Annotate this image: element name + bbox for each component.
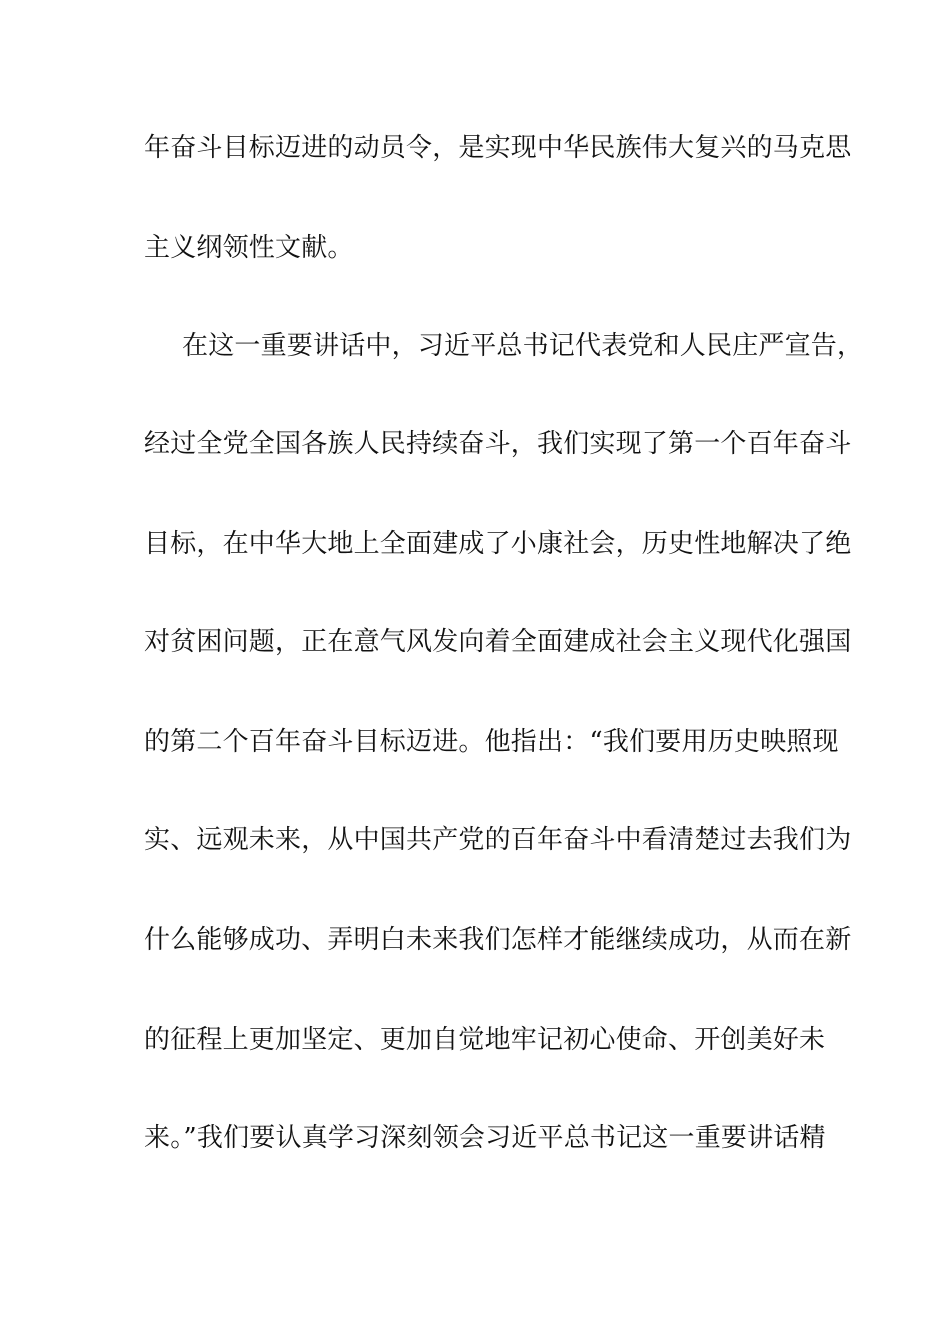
text-line-5: 目标，在中华大地上全面建成了小康社会，历史性地解决了绝	[144, 529, 852, 559]
text-line-1: 年奋斗目标迈进的动员令，是实现中华民族伟大复兴的马克思	[144, 133, 852, 163]
paragraph-start-line: 在这一重要讲话中，习近平总书记代表党和人民庄严宣告，	[182, 331, 864, 361]
text-line-8: 实、远观未来，从中国共产党的百年奋斗中看清楚过去我们为	[144, 825, 852, 855]
text-line-9: 什么能够成功、弄明白未来我们怎样才能继续成功，从而在新	[144, 925, 852, 955]
text-line-7: 的第二个百年奋斗目标迈进。他指出：“我们要用历史映照现	[144, 727, 839, 757]
text-line-6: 对贫困问题，正在意气风发向着全面建成社会主义现代化强国	[144, 627, 852, 657]
text-line-4: 经过全党全国各族人民持续奋斗，我们实现了第一个百年奋斗	[144, 429, 852, 459]
text-line-11: 来。”我们要认真学习深刻领会习近平总书记这一重要讲话精	[144, 1123, 826, 1153]
text-line-10: 的征程上更加坚定、更加自觉地牢记初心使命、开创美好未	[144, 1025, 826, 1055]
text-line-2: 主义纲领性文献。	[144, 233, 354, 263]
